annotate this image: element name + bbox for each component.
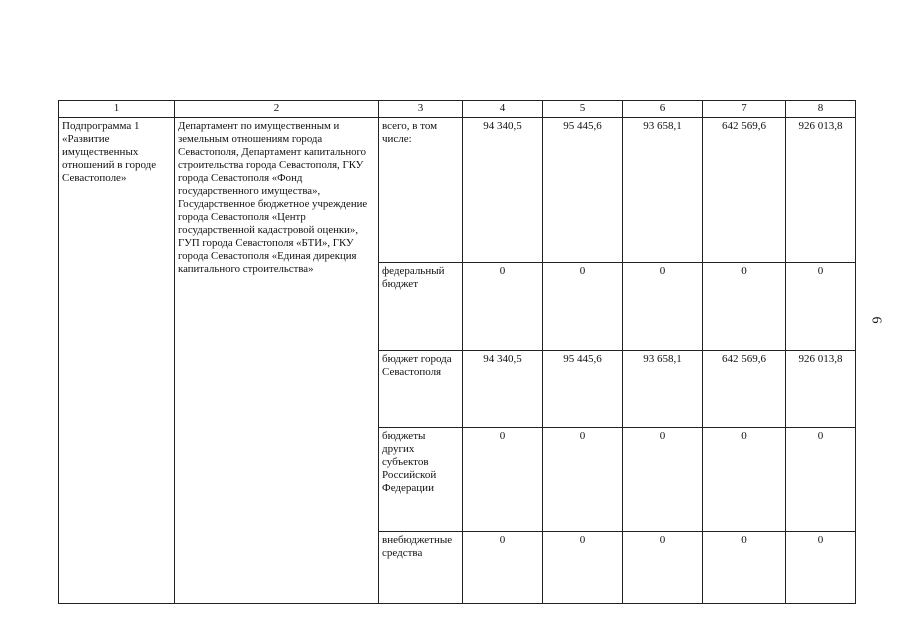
financing-table: [58, 100, 856, 604]
program-cell: Подпрограмма 1 «Развитие имущественных отношений в городе Севастополе»: [59, 118, 175, 604]
value-cell: 0: [623, 428, 703, 532]
value-cell: 0: [703, 428, 786, 532]
value-cell: 94 340,5: [463, 351, 543, 428]
header-col-2: 2: [175, 101, 379, 118]
value-cell: 0: [786, 428, 856, 532]
value-cell: 926 013,8: [786, 118, 856, 263]
header-col-5: 5: [543, 101, 623, 118]
value-cell: 93 658,1: [623, 118, 703, 263]
source-cell: всего, в том числе:: [379, 118, 463, 263]
value-cell: 0: [463, 532, 543, 604]
page-number: 6: [868, 316, 884, 324]
value-cell: 642 569,6: [703, 118, 786, 263]
value-cell: 0: [543, 532, 623, 604]
value-cell: 0: [786, 263, 856, 351]
value-cell: 0: [703, 532, 786, 604]
value-cell: 94 340,5: [463, 118, 543, 263]
value-cell: 0: [623, 263, 703, 351]
value-cell: 0: [623, 532, 703, 604]
value-cell: 0: [463, 263, 543, 351]
executors-cell: Департамент по имущественным и земельным отношениям города Севастополя, Департамент капитального строительства города Севастополя, ГКУ города Севастополя «Фонд государственного имущества», Государственное бюджетное учреждение города Севастополя «Центр государственной кадастровой оценки», ГУП города Севастополя «БТИ», ГКУ города Севастополя «Единая дирекция капитального строительства»: [175, 118, 379, 604]
value-cell: 95 445,6: [543, 351, 623, 428]
header-row: [59, 101, 856, 118]
source-cell: федеральный бюджет: [379, 263, 463, 351]
header-col-6: 6: [623, 101, 703, 118]
source-cell: бюджеты других субъектов Российской Федерации: [379, 428, 463, 532]
value-cell: 0: [786, 532, 856, 604]
source-cell: внебюджетные средства: [379, 532, 463, 604]
header-col-3: 3: [379, 101, 463, 118]
header-col-7: 7: [703, 101, 786, 118]
source-cell: бюджет города Севастополя: [379, 351, 463, 428]
header-col-4: 4: [463, 101, 543, 118]
value-cell: 0: [543, 263, 623, 351]
value-cell: 95 445,6: [543, 118, 623, 263]
table-row: [59, 118, 856, 263]
value-cell: 0: [543, 428, 623, 532]
header-col-1: 1: [59, 101, 175, 118]
value-cell: 0: [463, 428, 543, 532]
value-cell: 0: [703, 263, 786, 351]
value-cell: 642 569,6: [703, 351, 786, 428]
header-col-8: 8: [786, 101, 856, 118]
value-cell: 93 658,1: [623, 351, 703, 428]
value-cell: 926 013,8: [786, 351, 856, 428]
